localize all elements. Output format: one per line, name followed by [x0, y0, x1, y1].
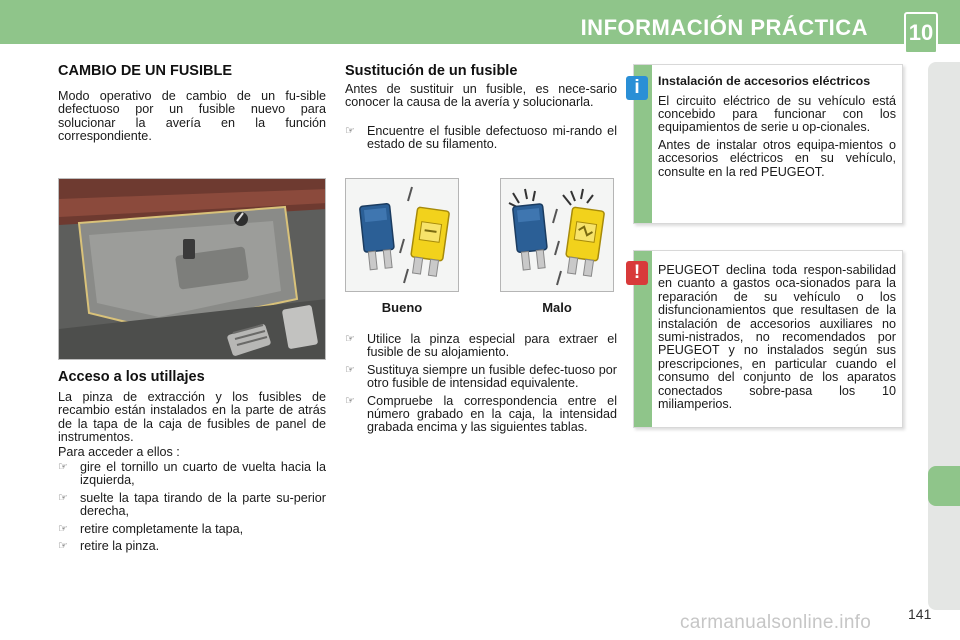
pointing-hand-icon: ☞: [345, 125, 355, 137]
info-icon: i: [626, 76, 648, 100]
tool-access-steps: [58, 461, 326, 557]
chapter-tab[interactable]: [904, 12, 938, 54]
fuse-bad-label: Malo: [542, 300, 572, 315]
fuse-replace-intro: Antes de sustituir un fusible, es nece-sario conocer la causa de la avería y solucionarla.: [345, 82, 617, 110]
info-box-accessories: [633, 64, 903, 224]
side-chapter-marker[interactable]: [928, 466, 960, 506]
list-item-text: retire completamente la tapa,: [80, 521, 244, 536]
fuse-good-label: Bueno: [381, 300, 423, 315]
list-item-text: gire el tornillo un cuarto de vuelta hacia la izquierda,: [80, 460, 326, 488]
section-heading-fuse-replace: Sustitución de un fusible: [345, 63, 518, 79]
warning-box-liability: [633, 250, 903, 428]
info-box-heading: Instalación de accesorios eléctricos: [658, 74, 871, 88]
section-heading-fuse-change: CAMBIO DE UN FUSIBLE: [58, 63, 232, 79]
pointing-hand-icon: ☞: [58, 491, 68, 504]
fuse-box-photo: [58, 178, 326, 360]
list-item-text: suelte la tapa tirando de la parte su-perior derecha,: [80, 490, 326, 519]
pointing-hand-icon: ☞: [345, 333, 355, 345]
tool-access-lead: Para acceder a ellos :: [58, 445, 180, 459]
page-number: 141: [908, 606, 932, 622]
pointing-hand-icon: ☞: [58, 540, 68, 553]
list-item: [58, 461, 326, 488]
dashboard-photo-icon: [59, 179, 326, 360]
warning-icon: !: [626, 261, 648, 285]
list-item: [345, 364, 617, 391]
section-heading-tool-access: Acceso a los utillajes: [58, 369, 205, 385]
fuse-good-icon: [346, 179, 458, 291]
list-item: [345, 333, 617, 360]
list-item-text: Sustituya siempre un fusible defec-tuoso por otro fusible de intensidad equivalente.: [367, 362, 617, 391]
list-item: [345, 125, 617, 152]
pointing-hand-icon: ☞: [345, 363, 355, 376]
chapter-number: 10: [908, 20, 934, 45]
tool-access-text: La pinza de extracción y los fusibles de recambio están instalados en la parte de atrás de la tapa de la caja de fusibles de panel de instrumentos.: [58, 390, 326, 445]
pointing-hand-icon: ☞: [58, 522, 68, 535]
list-item-text: Utilice la pinza especial para extraer el fusible de su alojamiento.: [367, 332, 617, 360]
fuse-change-intro: Modo operativo de cambio de un fu-sible defectuoso por un fusible nuevo para solucionar la avería en la función correspondiente.: [58, 89, 326, 144]
fuse-blown-icon: [501, 179, 613, 291]
info-box-paragraph-2: Antes de instalar otros equipa-mientos o accesorios eléctricos en su vehículo, consulte en la red PEUGEOT.: [658, 137, 896, 179]
list-item: [58, 492, 326, 519]
side-rail: [928, 62, 960, 610]
pointing-hand-icon: ☞: [345, 394, 355, 407]
list-item: [58, 523, 326, 536]
warning-box-text: PEUGEOT declina toda respon-sabilidad en cuanto a gastos oca-sionados para la reparación de su vehículo o los disfuncionamientos que resultasen de la instalación de accesorios auxiliares no sumi-nistrados, no recomendados por PEUGEOT y no instalados según sus prescripciones, en particular cuando el consumo del conjunto de los aparatos conectados sobre-pasa los 10 miliamperios.: [658, 263, 896, 412]
info-box-paragraph-1: El circuito eléctrico de su vehículo está concebido para funcionar con los equipamientos de serie u op-cionales.: [658, 93, 896, 135]
list-item: [345, 395, 617, 435]
fuse-good-illustration: [345, 178, 459, 292]
list-item: [58, 540, 326, 553]
header-band: [0, 0, 960, 44]
fuse-replace-step-first: [345, 125, 617, 156]
fuse-replace-steps: [345, 333, 617, 439]
page-title: INFORMACIÓN PRÁCTICA: [580, 15, 868, 40]
list-item-text: retire la pinza.: [80, 539, 160, 554]
fuse-bad-illustration: [500, 178, 614, 292]
list-item-text: Encuentre el fusible defectuoso mi-rando el estado de su filamento.: [367, 124, 617, 152]
pointing-hand-icon: ☞: [58, 461, 68, 473]
watermark: carmanualsonline.info: [680, 612, 872, 633]
list-item-text: Compruebe la correspondencia entre el número grabado en la caja, la intensidad grabada encima y las siguientes tablas.: [367, 393, 617, 435]
